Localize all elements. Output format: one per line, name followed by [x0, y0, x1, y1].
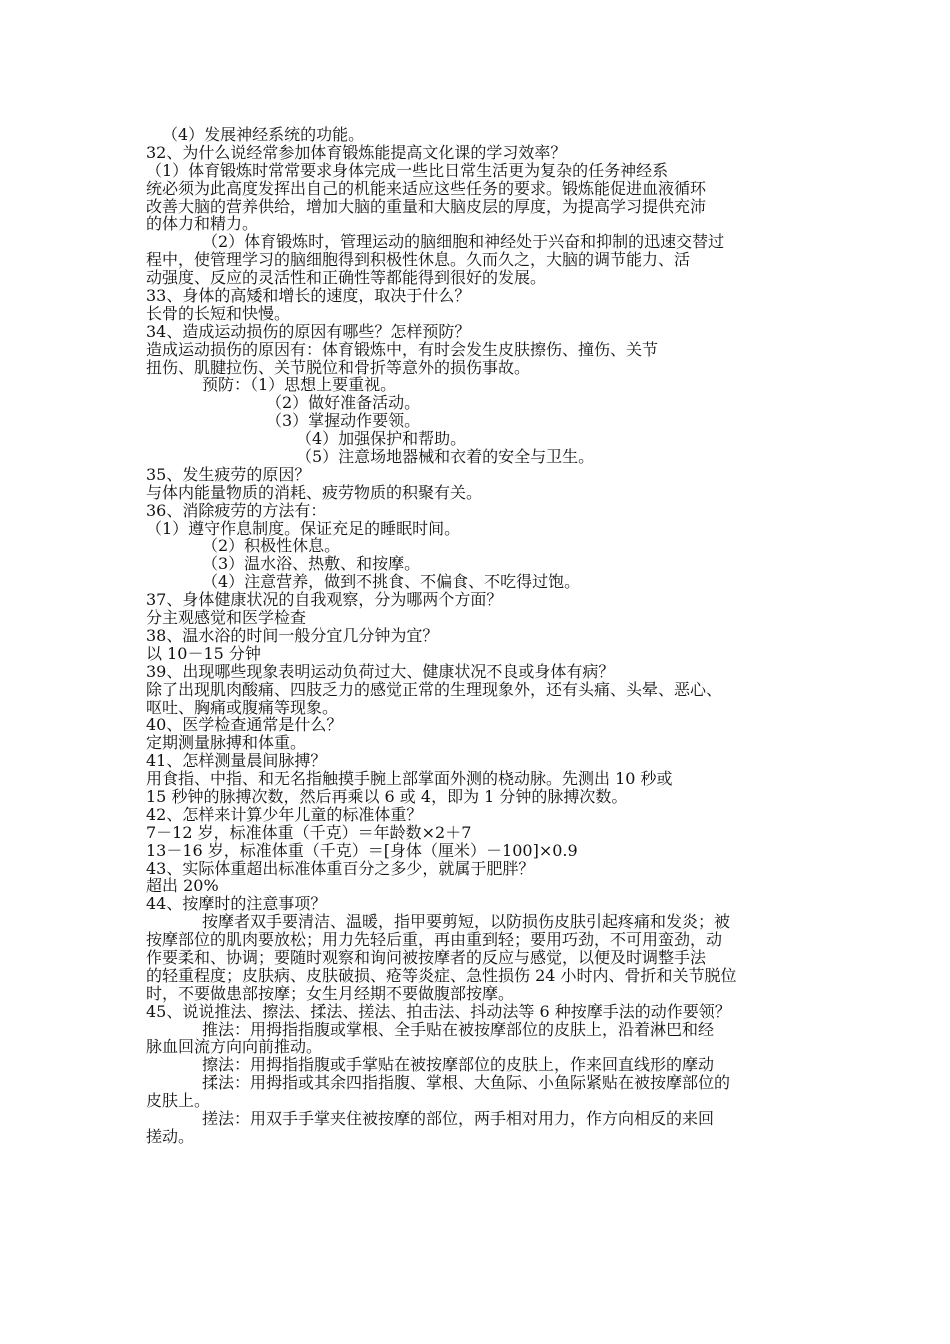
text-line: 分主观感觉和医学检查 — [146, 608, 307, 628]
text-line: 造成运动损伤的原因有：体育锻炼中，有时会发生皮肤擦伤、撞伤、关节 — [146, 339, 659, 359]
text-line: 36、消除疲劳的方法有： — [146, 500, 327, 520]
text-line: （2）做好准备活动。 — [266, 393, 421, 413]
text-line: （4）发展神经系统的功能。 — [162, 125, 365, 144]
text-line: 除了出现肌肉酸痛、四肢乏力的感觉正常的生理现象外，还有头痛、头晕、恶心、 — [146, 679, 723, 699]
text-line: （3）温水浴、热敷、和按摩。 — [202, 554, 421, 574]
text-line: 13－16 岁，标准体重（千克）＝[身体（厘米）－100]×0.9 — [146, 840, 578, 860]
text-line: 动强度、反应的灵活性和正确性等都能得到很好的发展。 — [146, 268, 547, 288]
text-line: 长骨的长短和快慢。 — [146, 303, 291, 323]
text-line: 擦法：用拇指指腹或手掌贴在被按摩部位的皮肤上，作来回直线形的摩动 — [202, 1055, 715, 1075]
text-line: （4）注意营养，做到不挑食、不偏食、不吃得过饱。 — [202, 572, 581, 592]
text-line: （5）注意场地器械和衣着的安全与卫生。 — [296, 447, 595, 467]
text-line: （2）积极性休息。 — [202, 536, 341, 556]
text-line: 用食指、中指、和无名指触摸手腕上部掌面外测的桡动脉。先测出 10 秒或 — [146, 769, 673, 789]
text-line: 作要柔和、协调；要随时观察和询问被按摩者的反应与感觉，以便及时调整手法 — [146, 947, 707, 967]
text-line: 的轻重程度；皮肤病、皮肤破损、疮等炎症、急性损伤 24 小时内、骨折和关节脱位 — [146, 965, 737, 985]
text-line: 按摩者双手要清洁、温暖，指甲要剪短，以防损伤皮肤引起疼痛和发炎；被 — [202, 912, 731, 932]
text-line: 统必须为此高度发挥出自己的机能来适应这些任务的要求。锻炼能促进血液循环 — [146, 178, 707, 198]
text-line: 预防：（1）思想上要重视。 — [202, 375, 397, 395]
text-line: 定期测量脉搏和体重。 — [146, 733, 307, 753]
text-line: 程中，使管理学习的脑细胞得到积极性休息。久而久之，大脑的调节能力、活 — [146, 250, 691, 270]
text-line: 以 10－15 分钟 — [146, 643, 261, 663]
text-line: 38、温水浴的时间一般分宜几分钟为宜？ — [146, 625, 439, 645]
text-line: 42、怎样来计算少年儿童的标准体重？ — [146, 804, 423, 824]
text-line: 35、发生疲劳的原因？ — [146, 464, 311, 484]
text-line: 时，不要做患部按摩；女生月经期不要做腹部按摩。 — [146, 983, 515, 1003]
text-line: 超出 20% — [146, 876, 219, 896]
text-line: （4）加强保护和帮助。 — [296, 429, 467, 449]
text-line: 7－12 岁，标准体重（千克）＝年龄数×2＋7 — [146, 822, 472, 842]
text-line: 34、造成运动损伤的原因有哪些？怎样预防？ — [146, 321, 471, 341]
text-line: 43、实际体重超出标准体重百分之多少，就属于肥胖？ — [146, 858, 535, 878]
text-line: （3）掌握动作要领。 — [266, 411, 421, 431]
text-line: 皮肤上。 — [146, 1091, 211, 1111]
document-body — [146, 126, 816, 1146]
text-line: 揉法：用拇指或其余四指指腹、掌根、大鱼际、小鱼际紧贴在被按摩部位的 — [202, 1073, 731, 1093]
text-line: （1）体育锻炼时常常要求身体完成一些比日常生活更为复杂的任务神经系 — [146, 160, 669, 180]
text-line: 搓法：用双手手掌夹住被按摩的部位，两手相对用力，作方向相反的来回 — [202, 1108, 715, 1128]
text-line: 37、身体健康状况的自我观察，分为哪两个方面？ — [146, 590, 503, 610]
text-line: 15 秒钟的脉搏次数，然后再乘以 6 或 4，即为 1 分钟的脉搏次数。 — [146, 786, 628, 806]
text-line: 脉血回流方向向前推动。 — [146, 1037, 323, 1057]
text-line: 呕吐、胸痛或腹痛等现象。 — [146, 697, 339, 717]
text-line: 44、按摩时的注意事项？ — [146, 894, 327, 914]
text-line: 改善大脑的营养供给，增加大脑的重量和大脑皮层的厚度，为提高学习提供充沛 — [146, 196, 707, 216]
text-line: 按摩部位的肌肉要放松；用力先轻后重，再由重到轻；要用巧劲，不可用蛮劲，动 — [146, 930, 723, 950]
text-line: 41、怎样测量晨间脉搏？ — [146, 751, 327, 771]
text-line: （2）体育锻炼时，管理运动的脑细胞和神经处于兴奋和抑制的迅速交替过 — [202, 232, 725, 252]
text-line: （1）遵守作息制度。保证充足的睡眠时间。 — [146, 518, 461, 538]
text-line: 39、出现哪些现象表明运动负荷过大、健康状况不良或身体有病？ — [146, 661, 615, 681]
text-line: 33、身体的高矮和增长的速度，取决于什么？ — [146, 286, 471, 306]
text-line: 扭伤、肌腱拉伤、关节脱位和骨折等意外的损伤事故。 — [146, 357, 531, 377]
text-line: 推法：用拇指指腹或掌根、全手贴在被按摩部位的皮肤上，沿着淋巴和经 — [202, 1019, 715, 1039]
text-line: 搓动。 — [146, 1126, 195, 1146]
text-line: 与体内能量物质的消耗、疲劳物质的积聚有关。 — [146, 482, 483, 502]
text-line: 的体力和精力。 — [146, 214, 259, 234]
text-line: 45、说说推法、擦法、揉法、搓法、拍击法、抖动法等 6 种按摩手法的动作要领？ — [146, 1001, 731, 1021]
text-line: 32、为什么说经常参加体育锻炼能提高文化课的学习效率？ — [146, 142, 567, 162]
text-line: 40、医学检查通常是什么？ — [146, 715, 343, 735]
